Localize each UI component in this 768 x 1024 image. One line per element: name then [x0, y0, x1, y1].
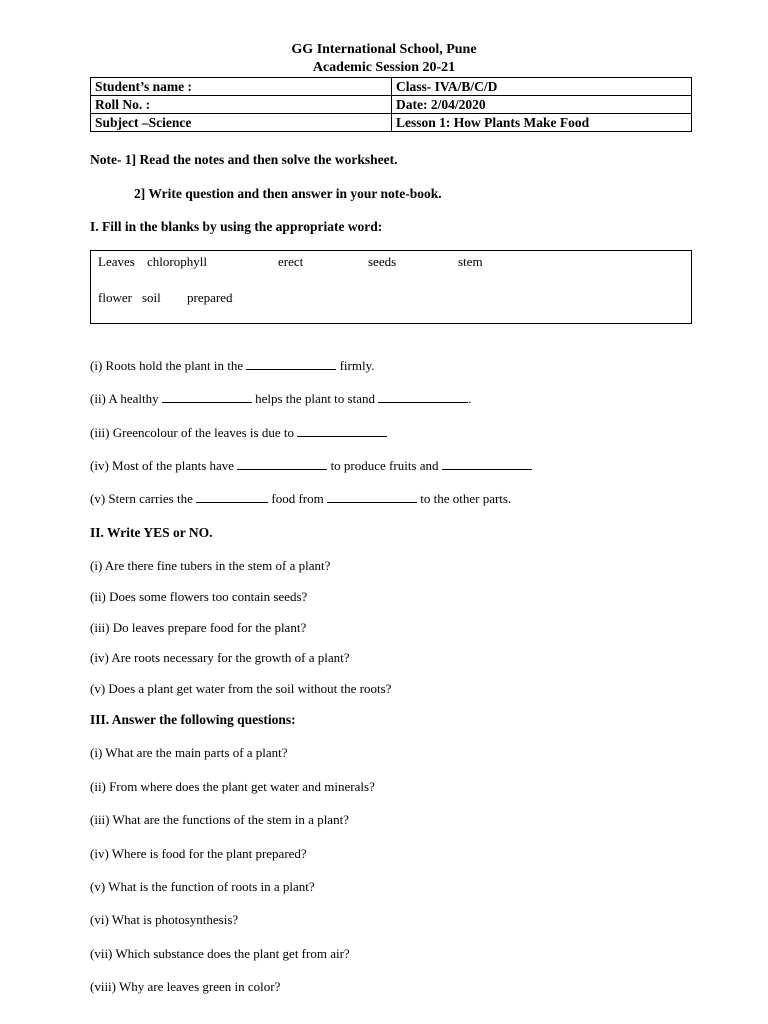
question-text: food from [271, 491, 324, 506]
question-text: (i) Roots hold the plant in the [90, 358, 244, 373]
note-2: 2] Write question and then answer in your note-book. [134, 186, 442, 201]
date-cell: Date: 2/04/2020 [392, 96, 692, 114]
class-cell: Class- IVA/B/C/D [392, 78, 692, 96]
worksheet-header [0, 41, 768, 77]
fill-blank-question [90, 490, 511, 507]
question-text: helps the plant to stand [255, 391, 375, 406]
student-info-table [90, 77, 692, 132]
word-bank-item: prepared [187, 290, 233, 305]
answer-question: (iii) What are the functions of the stem in a plant? [90, 812, 349, 827]
word-bank-item: seeds [368, 254, 397, 269]
student-name-cell: Student’s name : [91, 78, 392, 96]
answer-blank [297, 424, 387, 437]
answer-blank [442, 457, 532, 470]
note-1: Note- 1] Read the notes and then solve the worksheet. [90, 152, 398, 167]
section-2-title: II. Write YES or NO. [90, 525, 213, 540]
section-3-title: III. Answer the following questions: [90, 712, 296, 727]
question-text: (iii) Greencolour of the leaves is due to [90, 425, 294, 440]
subject-cell: Subject –Science [91, 114, 392, 132]
lesson-cell: Lesson 1: How Plants Make Food [392, 114, 692, 132]
word-bank-item: Leaves [98, 254, 135, 269]
yes-no-question: (ii) Does some flowers too contain seeds? [90, 589, 308, 604]
yes-no-question: (iv) Are roots necessary for the growth of a plant? [90, 650, 350, 665]
answer-question: (vii) Which substance does the plant get from air? [90, 946, 350, 961]
question-text: . [468, 391, 472, 406]
answer-blank [237, 457, 327, 470]
answer-blank [378, 390, 468, 403]
answer-blank [162, 390, 252, 403]
fill-blank-question [90, 424, 387, 441]
question-text: (iv) Most of the plants have [90, 458, 235, 473]
yes-no-question: (v) Does a plant get water from the soil without the roots? [90, 681, 392, 696]
word-bank-box [90, 250, 692, 324]
question-text: to the other parts. [420, 491, 512, 506]
word-bank-item: chlorophyll [147, 254, 207, 269]
fill-blank-question [90, 357, 375, 374]
answer-question: (vi) What is photosynthesis? [90, 912, 239, 927]
word-bank-item: flower [98, 290, 132, 305]
yes-no-question: (iii) Do leaves prepare food for the plant? [90, 620, 307, 635]
answer-blank [246, 357, 336, 370]
answer-question: (iv) Where is food for the plant prepared? [90, 846, 307, 861]
table-row [91, 96, 692, 114]
table-row [91, 114, 692, 132]
word-bank-item: stem [458, 254, 483, 269]
answer-question: (ii) From where does the plant get water and minerals? [90, 779, 375, 794]
roll-no-cell: Roll No. : [91, 96, 392, 114]
yes-no-question: (i) Are there fine tubers in the stem of a plant? [90, 558, 331, 573]
fill-blank-question [90, 457, 532, 474]
answer-question: (v) What is the function of roots in a plant? [90, 879, 315, 894]
word-bank-item: erect [278, 254, 304, 269]
answer-blank [196, 490, 268, 503]
table-row [91, 78, 692, 96]
answer-question: (viii) Why are leaves green in color? [90, 979, 281, 994]
question-text: (ii) A healthy [90, 391, 159, 406]
section-1-title: I. Fill in the blanks by using the appropriate word: [90, 219, 383, 234]
question-text: to produce fruits and [330, 458, 439, 473]
word-bank-item: soil [142, 290, 161, 305]
fill-blank-question [90, 390, 471, 407]
academic-session: Academic Session 20-21 [312, 60, 456, 75]
question-text: firmly. [339, 358, 375, 373]
question-text: (v) Stern carries the [90, 491, 193, 506]
school-name: GG International School, Pune [291, 42, 477, 57]
answer-question: (i) What are the main parts of a plant? [90, 745, 288, 760]
answer-blank [327, 490, 417, 503]
